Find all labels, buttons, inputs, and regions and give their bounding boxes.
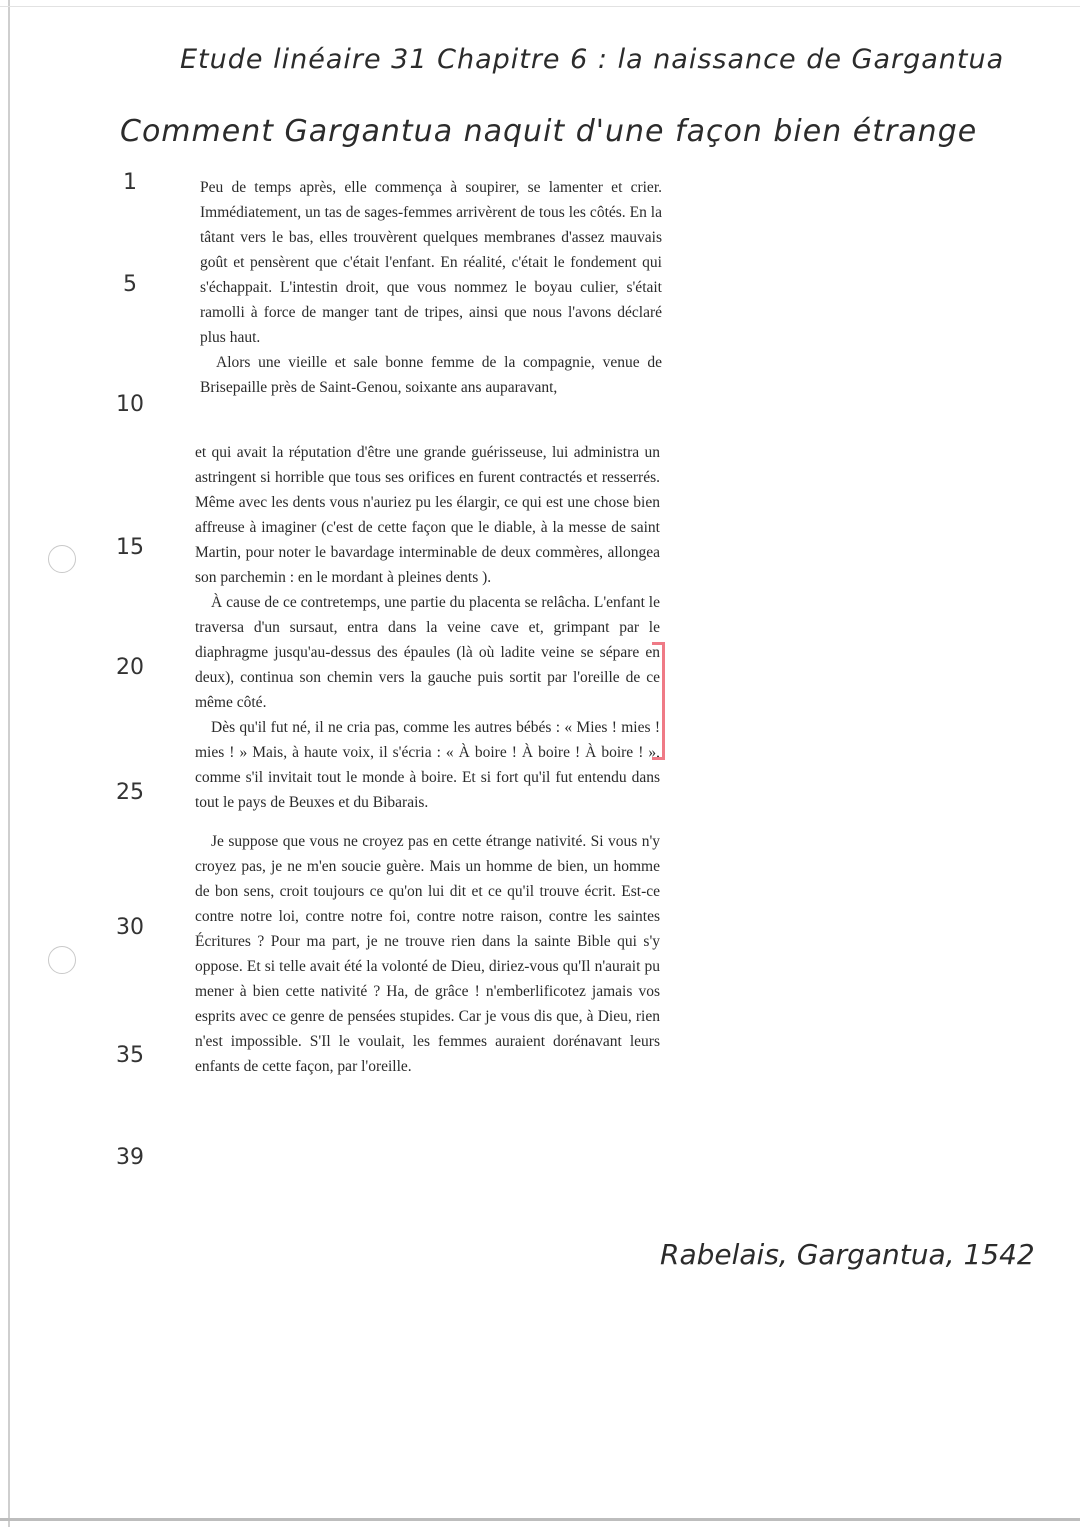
line-number: 35	[116, 1043, 144, 1068]
page-left-edge	[8, 0, 10, 1527]
passage-block-1	[200, 175, 662, 400]
line-number: 10	[116, 392, 144, 417]
passage-paragraph: Dès qu'il fut né, il ne cria pas, comme les autres bébés : « Mies ! mies ! mies ! » Mais, à haute voix, il s'écria : « À boire ! À boire ! À boire ! », comme s'il invitait tout le monde à boire. Et si fort qu'il fut entendu dans tout le pays de Beuxes et du Bibarais.	[195, 719, 660, 811]
line-number: 15	[116, 535, 144, 560]
page-bottom-edge	[0, 1518, 1080, 1521]
passage-paragraph: Je suppose que vous ne croyez pas en cette étrange nativité. Si vous n'y croyez pas, je ne m'en soucie guère. Mais un homme de bien, un homme de bon sens, croit toujours ce qu'on lui dit et ce qu'il trouve écrit. Est-ce contre notre loi, contre notre foi, contre notre raison, contre les saintes Écritures ? Pour ma part, je ne trouve rien dans la sainte Bible qui s'y oppose. Et si telle avait été la volonté de Dieu, diriez-vous qu'Il n'aurait pu mener à bien cette nativité ? Ha, de grâce ! n'emberlificotez jamais vos esprits avec ce genre de pensées stupides. Car je vous dis que, à Dieu, rien n'est impossible. S'Il le voulait, les femmes auraient dorénavant leurs enfants de cette façon, par l'oreille.	[195, 833, 660, 1075]
handwritten-title-line2: Comment Gargantua naquit d'une façon bien étrange	[120, 114, 978, 149]
page-top-edge	[0, 6, 1080, 7]
punch-hole-lower	[48, 946, 76, 974]
passage-block-2	[195, 440, 660, 1079]
margin-bracket-annotation	[652, 642, 665, 760]
passage-paragraph: et qui avait la réputation d'être une grande guérisseuse, lui administra un astringent si horrible que tous ses orifices en furent contractés et resserrés. Même avec les dents vous n'auriez pu les élargir, ce qui est une chose bien affreuse à imaginer (c'est de cette façon que le diable, à la messe de saint Martin, pour noter le bavardage interminable de deux commères, allongea son parchemin : en le mordant à pleines dents ).	[195, 444, 660, 586]
passage-paragraph: Peu de temps après, elle commença à soupirer, se lamenter et crier. Immédiatement, un tas de sages-femmes arrivèrent de tous les côtés. En la tâtant vers le bas, elles trouvèrent quelques membranes d'assez mauvais goût et pensèrent que c'était l'enfant. En réalité, c'était le fondement qui s'échappait. L'intestin droit, que vous nommez le boyau culier, s'était ramolli à force de manger tant de tripes, ainsi que nous l'avons déclaré plus haut.	[200, 179, 662, 346]
line-number: 39	[116, 1145, 144, 1170]
line-number: 1	[123, 170, 137, 195]
handwritten-title-line1: Etude linéaire 31 Chapitre 6 : la naissance de Gargantua	[180, 44, 1005, 75]
passage-paragraph: À cause de ce contretemps, une partie du placenta se relâcha. L'enfant le traversa d'un sursaut, entra dans la veine cave et, grimpant par le diaphragme jusqu'au-dessus des épaules (là où ladite veine se sépare en deux), continua son chemin vers la gauche puis sortit par l'oreille de ce même côté.	[195, 594, 660, 711]
line-number: 30	[116, 915, 144, 940]
line-number: 20	[116, 655, 144, 680]
line-number: 5	[123, 272, 137, 297]
handwritten-signature: Rabelais, Gargantua, 1542	[660, 1238, 1035, 1271]
passage-paragraph: Alors une vieille et sale bonne femme de la compagnie, venue de Brisepaille près de Saint-Genou, soixante ans auparavant,	[200, 354, 662, 396]
line-number: 25	[116, 780, 144, 805]
punch-hole-upper	[48, 545, 76, 573]
